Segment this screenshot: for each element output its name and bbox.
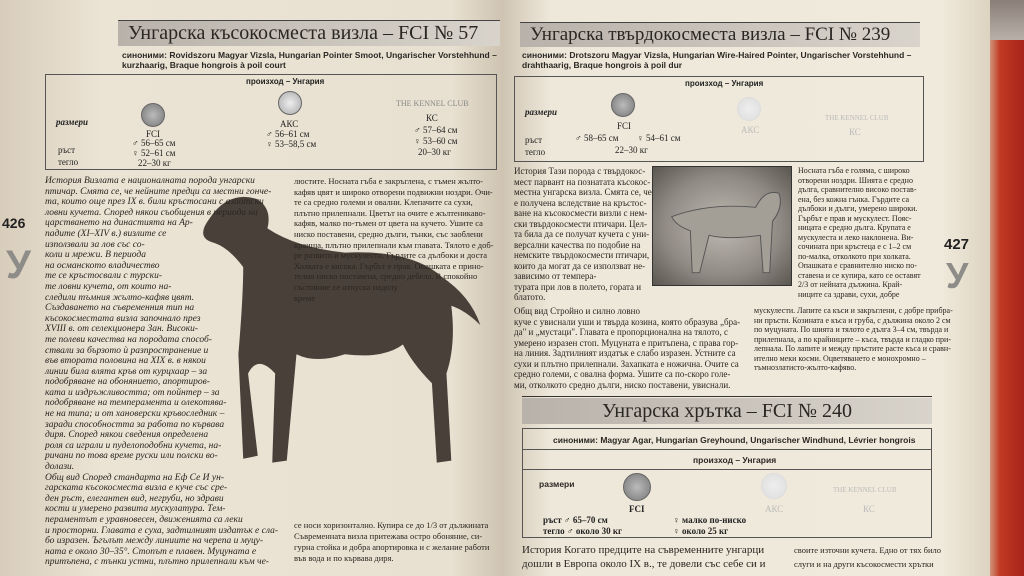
text-line: ване на късокосмести визли с нем-	[514, 208, 648, 218]
club-akc: АКС	[741, 125, 760, 135]
text-line: Гърбът е прав и мускулест. Пояс-	[798, 213, 912, 223]
sizes-label: размери	[56, 117, 88, 127]
club-akc: АКС	[280, 119, 299, 129]
text-line: ниско поставени, средно дълги, тънки, със заоблени	[294, 228, 483, 239]
text-line: е получена вследствие на кръстос-	[514, 197, 647, 208]
text-line: ден ръст, елегантен вид, негруби, но здрави	[45, 493, 224, 504]
text-line: линии била влята кръв от курцхаар – за	[45, 366, 208, 377]
synonyms: синоними: Drotszoru Magyar Vizsla, Hungarian Wire-Haired Pointer, Ungarischer Vorstehhund – drahthaarig, Braque hongrois à poil dur	[522, 50, 912, 70]
text-line: диря. Според някои сведения определена	[45, 430, 209, 441]
kennel-club-logo: THE KENNEL CLUB	[833, 486, 897, 494]
text-column-3	[514, 306, 740, 390]
section2-weight-female: ♀ около 25 кг	[673, 526, 729, 536]
text-line: Създаването на съвременния тип на	[45, 303, 195, 314]
dog-figure-icon	[653, 167, 793, 285]
text-line: долази.	[45, 462, 75, 473]
kc-female-height: ♀ 53–60 см	[414, 136, 458, 146]
dog-photo-image	[652, 166, 792, 286]
section2-text-1	[522, 543, 766, 571]
section2-title: Унгарска хрътка – FCI № 240	[522, 398, 932, 424]
text-line: Общ вид Според стандарта на Еф Се И ун-	[45, 472, 225, 483]
club-fci: FCI	[146, 129, 161, 139]
left-page	[0, 0, 502, 576]
page-number: 427	[944, 236, 970, 253]
text-line: падите (XI–XIV в.) визлите се	[45, 228, 167, 239]
text-line: прилепнала, а по крайниците – къса, твърда и гладко при-	[754, 334, 951, 344]
text-line: гурна стойка и добра апортировка и с желание работи	[294, 542, 490, 552]
text-line: своите източни кучета. Едно от тях било	[794, 545, 941, 555]
text-line: ната е около 30–35°. Стопът е плавен. Муцуната е	[45, 546, 257, 557]
page-number: 426	[2, 215, 26, 231]
text-line: тъмнозлатисто-жълто-кафяво.	[754, 363, 857, 372]
text-line: притъпена, с тънки устни, плътно прилепнали към че-	[45, 557, 269, 568]
text-line: пераментът е уравновесен, движенията са леки	[45, 515, 243, 525]
origin: произход – Унгария	[685, 79, 764, 88]
text-line: дълбоки и дълги, умерено широки.	[798, 204, 918, 213]
section2-synonyms: синоними: Magyar Agar, Hungarian Greyhound, Ungarischer Windhund, Lévrier hongrois	[553, 435, 916, 445]
fci-weight: 22–30 кг	[138, 158, 171, 168]
text-line: ставена и се купира, като се оставят	[798, 270, 921, 280]
text-line: ително меки косми. Оцветяването е монохромно –	[754, 353, 926, 363]
info-box	[45, 74, 497, 170]
divider	[523, 469, 931, 470]
text-line: които да могат да се използват не-	[514, 260, 646, 271]
text-line: дошли в Европа около IX в., те довели със себе си и	[522, 558, 766, 570]
text-line: сочината при кръстеца е с 1–2 см	[798, 242, 912, 251]
text-line: следили тъмния жълто-кафяв цвят.	[45, 292, 195, 303]
text-line: зависимо от темпера-	[514, 271, 597, 281]
text-line: на османското владичество	[45, 260, 160, 271]
text-line: птичар. Смята се, че нейните предци са местни гонче-	[45, 186, 272, 197]
text-line: История Визлата е националната порода унгарски	[45, 176, 255, 186]
text-line: на линия. Задтилният издатък е слабо изразен. Устните са	[514, 348, 736, 358]
akc-male-height: ♂ 56–61 см	[266, 129, 310, 139]
text-line: ни пръсти. Козината е къса и груба, с дължина около 2 см	[754, 315, 951, 325]
section2-text-2	[794, 543, 941, 571]
fci-male-height: ♂ 58–65 см	[575, 133, 619, 143]
page-title: Унгарска късокосместа визла – FCI № 57	[118, 20, 500, 46]
club-akc: АКС	[765, 504, 784, 514]
fci-female-height: ♀ 52–61 см	[132, 148, 176, 158]
text-line: ски твърдокосмести птичари. Цел-	[514, 218, 647, 229]
text-line: Холката е висока. Гърбът е прав. Опашката е прино-	[294, 260, 484, 271]
section2-weight: тегло ♂ около 30 кг	[543, 526, 623, 536]
text-line: 2/3 от нейната дължина. Край-	[798, 280, 903, 289]
text-line: царстването на династията на Ар-	[45, 218, 193, 229]
info-box	[514, 76, 924, 162]
text-line: XVIII в. от селекционера Зан. Високи-	[45, 324, 199, 335]
text-line: та, които още през IX в. били кръстосани с азиатски	[45, 197, 264, 208]
club-fci: FCI	[629, 504, 645, 514]
text-line: във вода и по кървава диря.	[294, 553, 394, 563]
text-line: по муцуната. По шията и тялото е дълга 3–4 см, твърда и	[754, 325, 949, 334]
section-letter: У	[6, 243, 31, 287]
text-line: и просторни. Главата е суха, задтилният издатък е сла-	[45, 525, 279, 536]
text-line: блатото.	[514, 292, 546, 302]
divider	[523, 449, 931, 450]
text-line: умерено изразен стоп. Муцуната е притъпена, с права гор-	[514, 337, 739, 348]
text-line: те се кръстосвали с турски-	[45, 271, 163, 282]
fci-logo-icon	[611, 93, 635, 117]
text-line: немските твърдокосмести птичари,	[514, 250, 650, 260]
kennel-club-logo: THE KENNEL CLUB	[825, 114, 889, 122]
text-line: ствали за бързото ѝ разпространение и	[45, 345, 209, 356]
sizes-label: размери	[525, 107, 557, 117]
text-line: Опашката е сравнително ниско по-	[798, 261, 917, 270]
book-cover-edge	[984, 40, 1024, 576]
text-line: ми, отколкото средно дълги, ниско поставени, увиснали.	[514, 379, 731, 390]
text-line: кости и умерено развита мускулатура. Тем-	[45, 504, 226, 515]
text-line: се носи хоризонтално. Купира се до 1/3 от дължината	[294, 520, 489, 530]
fci-logo-icon	[141, 103, 165, 127]
text-column-4	[754, 306, 953, 373]
club-kc: КС	[863, 504, 875, 514]
text-line: средно големи, с овална форма. Ушите са по-скоро голе-	[514, 369, 731, 379]
text-line: време	[294, 292, 316, 303]
text-line: лепнала. По лапите и между пръстите расте къса и сравн-	[754, 344, 951, 353]
section2-origin: произход – Унгария	[693, 455, 777, 465]
section-divider	[522, 396, 932, 397]
text-column-1	[514, 166, 652, 303]
text-line: бо изразен. Ъгълът между линиите на черепа и муцу-	[45, 536, 264, 547]
page-title: Унгарска твърдокосместа визла – FCI № 239	[520, 22, 920, 47]
origin: произход – Унгария	[246, 77, 325, 86]
text-line: използвали за лов със со-	[45, 239, 145, 250]
akc-logo-icon	[278, 91, 302, 115]
section-letter: У	[946, 255, 969, 296]
text-line: подобряване на обонянието, апортиров-	[45, 377, 210, 388]
text-line: роля са играли и пуделоподобни кучета, на-	[45, 440, 222, 451]
text-line: местна унгарска визла. Смята се, че	[514, 187, 652, 197]
text-column-2	[294, 176, 493, 303]
section2-height-female: ♀ малко по-ниско	[673, 515, 747, 525]
text-line: краища, плътно прилепнали към главата. Тялото е доб-	[294, 239, 494, 250]
text-line: мускулести. Лапите са къси и закръглени, с добре прибра-	[754, 306, 953, 315]
text-line: те са средно големи и овални. Клепачите са сухи,	[294, 197, 473, 208]
akc-logo-icon	[761, 473, 787, 499]
text-line: мест парвант на познатата късокос-	[514, 176, 651, 187]
weight-label: тегло	[58, 157, 79, 167]
text-line: подобряване на темперамента и олекотява-	[45, 398, 227, 409]
text-line: по-малка, отколкото при холката.	[798, 251, 911, 261]
akc-logo-icon	[737, 97, 761, 121]
text-line: версални качества по подобие на	[514, 239, 641, 250]
text-line: коли и мрежи. В периода	[45, 250, 146, 261]
text-line: ре развито и мускулесто. Гърдите са дълбоки и доста	[294, 250, 488, 261]
text-line: Носната гъба е голяма, с широко	[798, 166, 910, 175]
text-line: телно ниско поставена, средно дебела. В спокойно	[294, 271, 478, 282]
text-line: заради способността за работа по кървава	[45, 419, 225, 430]
kennel-club-logo: THE KENNEL CLUB	[396, 99, 469, 108]
text-line: ниците са здрави, сухи, добре	[798, 289, 900, 299]
club-kc: КС	[426, 113, 438, 123]
text-line: отворени ноздри. Шията е средно	[798, 175, 913, 185]
section2-height: ръст ♂ 65–70 см	[543, 515, 608, 525]
kc-male-height: ♂ 57–64 см	[414, 125, 458, 135]
weight-label: тегло	[525, 147, 546, 157]
text-column-3	[294, 520, 489, 564]
text-column-2	[798, 166, 921, 299]
text-line: късокосместата визла започнало през	[45, 313, 201, 324]
akc-female-height: ♀ 53–58,5 см	[266, 139, 317, 149]
section2-sizes-label: размери	[539, 479, 575, 489]
synonyms: синоними: Rovidszoru Magyar Vizsla, Hungarian Pointer Smoot, Ungarischer Vorstehhund – kurzhaarig, Braque hongrois à poil court	[122, 50, 497, 70]
text-line: не на типа; и от хановерски кръвоследник –	[45, 409, 225, 420]
text-line: те ловни кучета, от които на-	[45, 281, 172, 292]
text-line: те полеви качества на породата способ-	[45, 334, 212, 345]
text-line: гарската късокосместа визла е куче със сре-	[45, 483, 228, 494]
text-line: кафяв цвят и широко отворени подвижни ноздри. Очи-	[294, 186, 493, 197]
text-column-1	[45, 176, 278, 568]
text-line: куче с увиснали уши и твърда козина, която образува „бра-	[514, 316, 741, 327]
fci-female-height: ♀ 54–61 см	[637, 133, 681, 143]
text-line: да" и „мустаци". Главата е пропорционална на тялото, с	[514, 327, 728, 337]
club-fci: FCI	[617, 121, 632, 131]
text-line: кафяв, малко по-тъмен от цвета на кучето. Ушите са	[294, 218, 483, 229]
text-line: Общ вид Стройно и силно ловно	[514, 306, 640, 316]
text-line: дълга, сравнително високо постав-	[798, 185, 917, 194]
text-line: ена, без кожна гънка. Гърдите са	[798, 194, 910, 204]
text-line: История Когато предците на съвременните унгарци	[522, 544, 765, 556]
height-label: ръст	[58, 145, 76, 155]
text-line: състояние се отпуска надолу	[294, 281, 398, 292]
text-line: мускулеста и леко наклонена. Ви-	[798, 232, 914, 242]
text-line: слуги и на други късокосмести хрътки	[794, 559, 934, 569]
text-line: люстите. Носната гъба е закръглена, с тъмен жълто-	[294, 176, 484, 186]
text-line: та била да се получат кучета с уни-	[514, 229, 650, 239]
right-page	[502, 0, 990, 576]
kc-weight: 20–30 кг	[418, 147, 451, 157]
fci-weight: 22–30 кг	[615, 145, 648, 155]
fci-male-height: ♂ 56–65 см	[132, 138, 176, 148]
text-line: турата при лов в полето, гората и	[514, 281, 642, 292]
text-line: ловни кучета. Според някои съобщения в периода на	[45, 207, 258, 218]
text-line: ричани по това време руски или полски во-	[45, 451, 218, 462]
text-line: във втората половина на XIX в. в някои	[45, 356, 206, 367]
text-line: плътно прилепнали. Цветът на очите е жълтеникаво-	[294, 207, 486, 218]
club-kc: КС	[849, 127, 861, 137]
section2-info-box	[522, 428, 932, 538]
text-line: История Тази порода с твърдокос-	[514, 166, 646, 176]
text-line: ката и издръжливостта; от пойнтер – за	[45, 387, 220, 398]
text-line: Съвременната визла притежава остро обоняние, си-	[294, 531, 483, 541]
height-label: ръст	[525, 135, 543, 145]
text-line: ницата е средно дълга. Крупата е	[798, 223, 911, 232]
text-line: сухи и плътно прилепнали. Захапката е ножична. Очите са	[514, 358, 739, 369]
fci-logo-icon	[623, 473, 651, 501]
